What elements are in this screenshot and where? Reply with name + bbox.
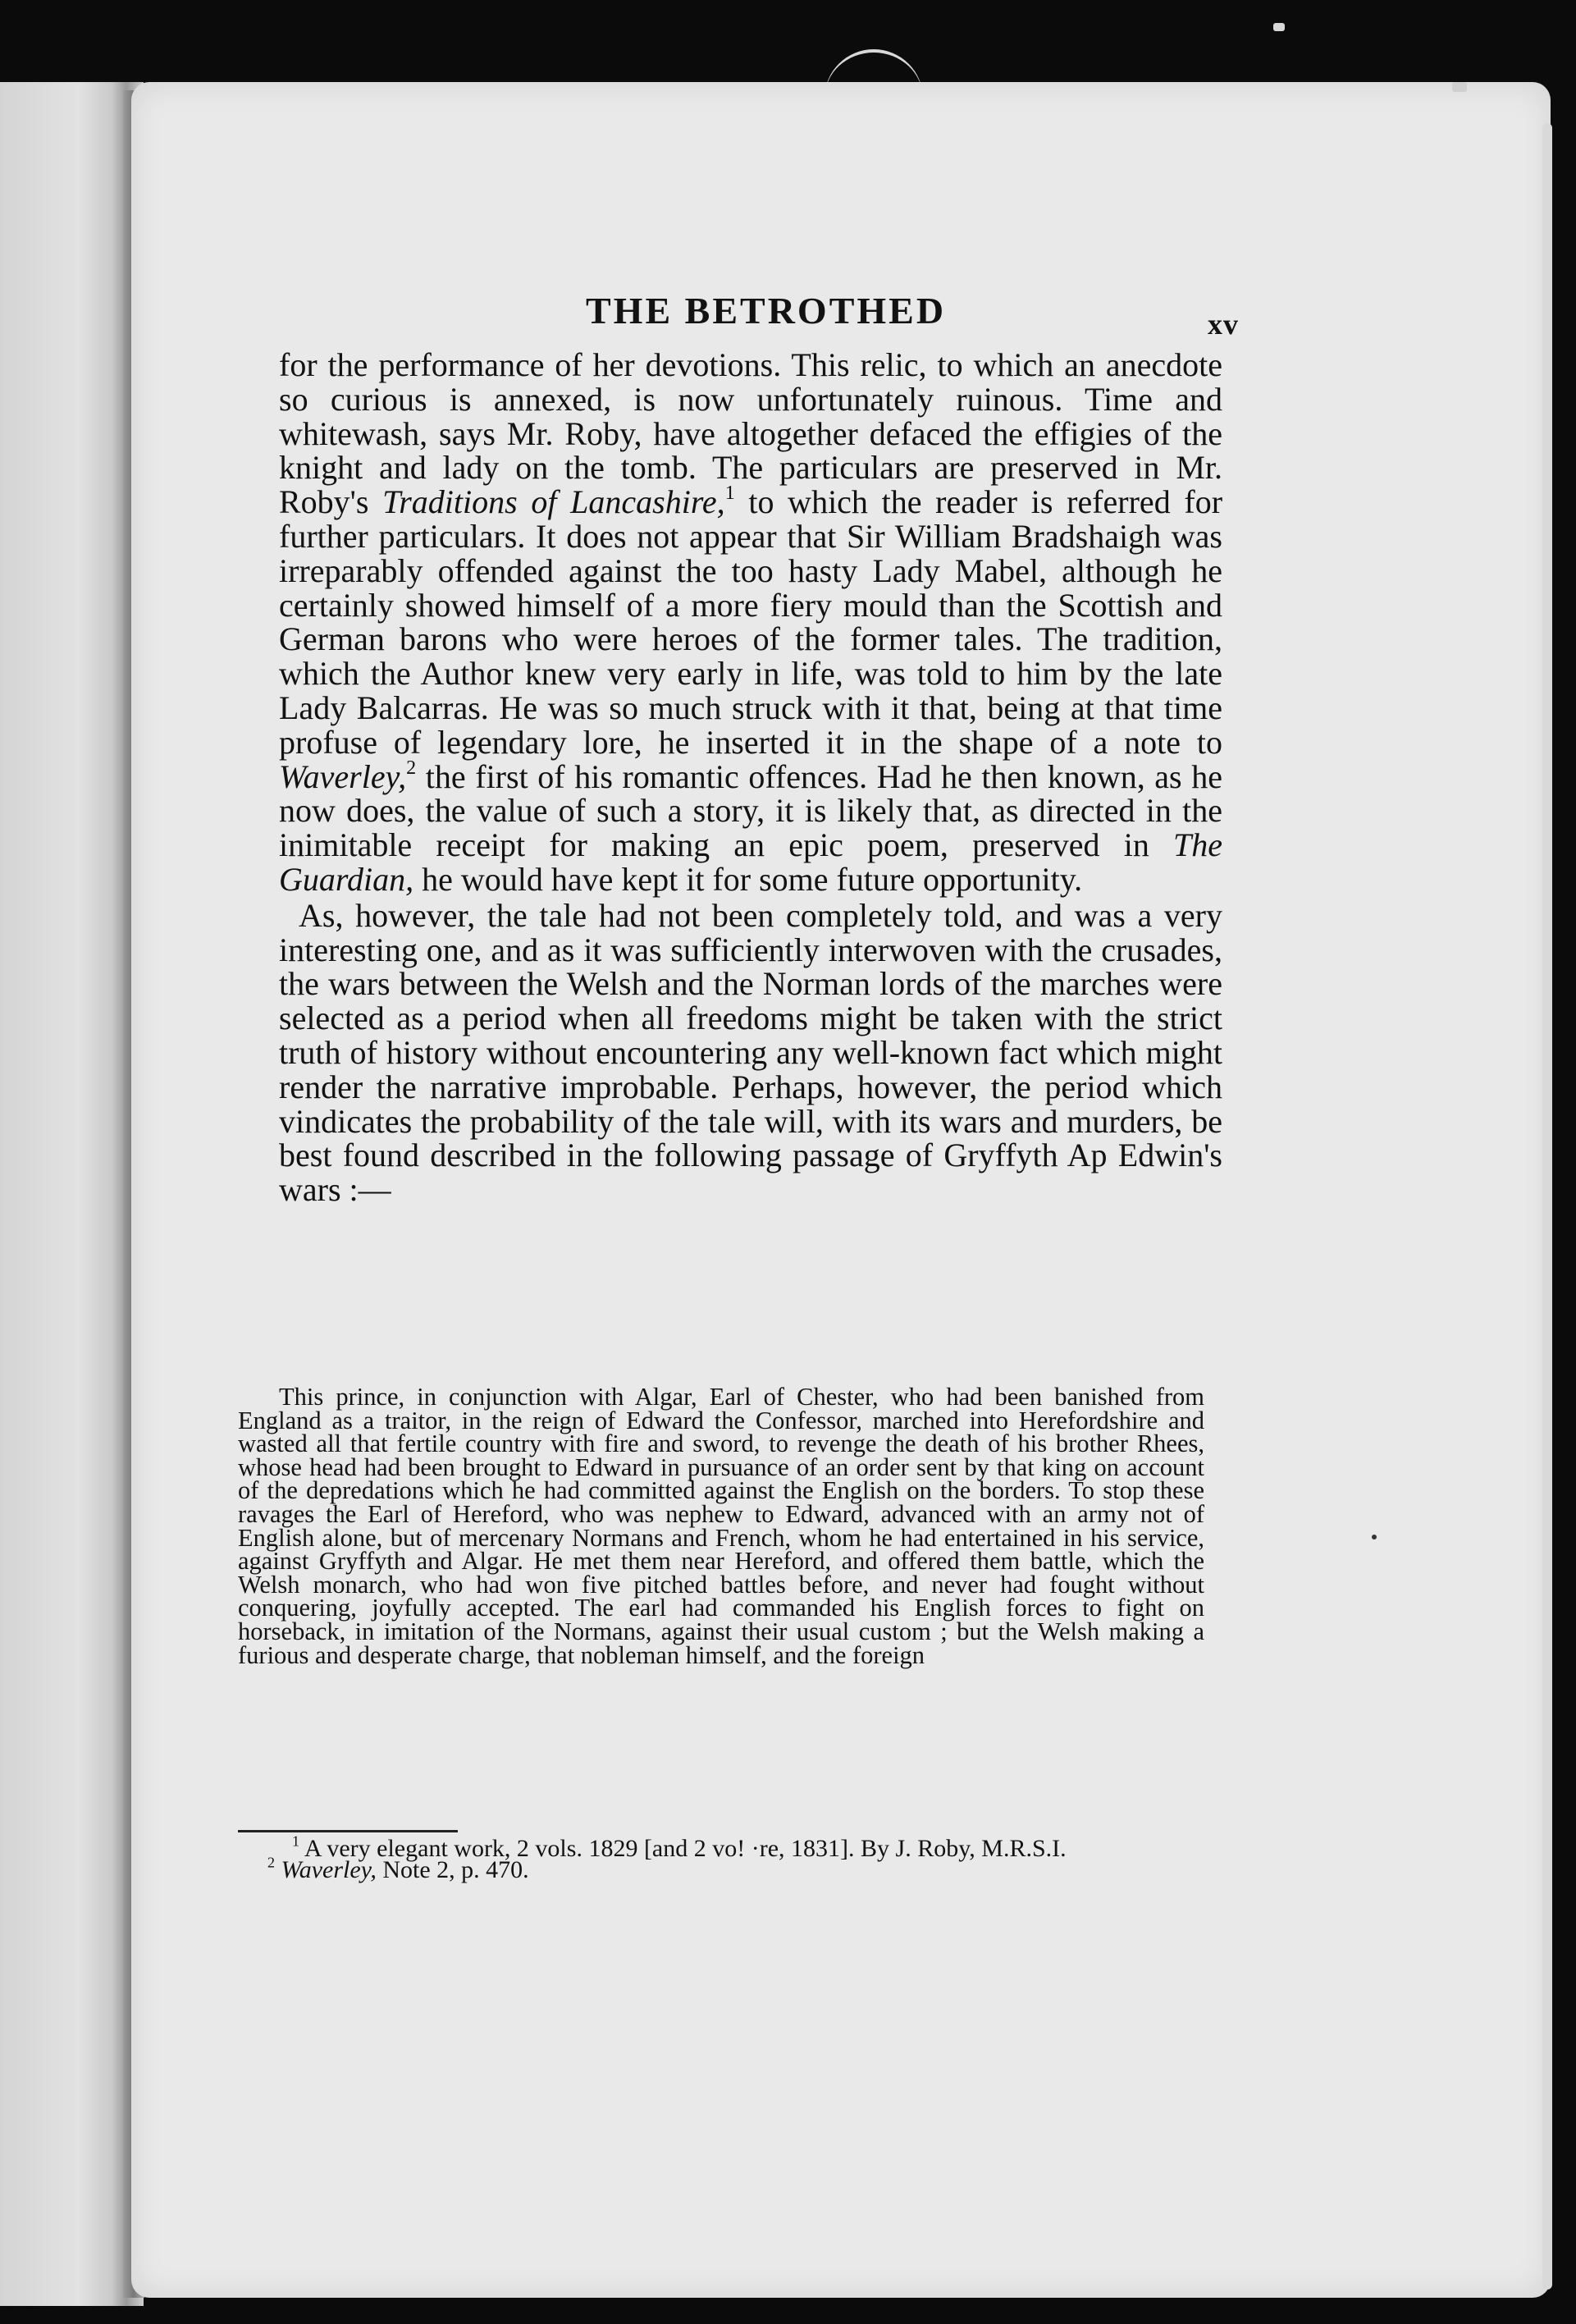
para1-text-4: he would have kept it for some future opportunity.	[413, 860, 1083, 898]
footnote-ref-2: 2	[406, 757, 417, 779]
para1-italic-guardian: The Guardian,	[279, 826, 1222, 898]
block-quotation: This prince, in conjunction with Algar, Earl of Chester, who had been banished from England as a traitor, in the reign of Edward the Confessor, marched into Herefordshire and wasted all that fertile country with fire and sword, to revenge the death of his brother Rhees, whose head had been brought to Edward in pursuance of an order sent by that king on account of the depredations which he had committed against the English on the borders. To stop these ravages the Earl of Hereford, who was nephew to Edward, advanced with an army not of English alone, but of mercenary Normans and French, whom he had entertained in his service, against Gryffyth and Algar. He met them near Hereford, and offered them battle, which the Welsh monarch, who had won five pitched battles before, and never had fought without conquering, joyfully accepted. The earl had commanded his English forces to fight on horseback, in imitation of the Normans, against their usual custom ; but the Welsh making a furious and desperate charge, that nobleman himself, and the foreign	[238, 1383, 1204, 1669]
footnote-ref-1: 1	[724, 483, 735, 505]
facing-page-edge	[0, 82, 144, 2306]
para1-text-1: for the performance of her devotions. This relic, to which an anecdote so curious is annexed, is now unfortunately ruinous. Time and whitewash, says Mr. Roby, have altogether defaced the effigies of the knight and lady on the tomb. The particulars are preserved in Mr. Roby's	[279, 346, 1222, 521]
scan-speck	[1273, 23, 1285, 31]
paragraph-1	[279, 348, 1222, 897]
para1-text-3: the first of his romantic offences. Had he then known, as he now does, the value of such a story, it is likely that, as directed in the inimitable receipt for making an epic poem, preserved in	[279, 757, 1222, 864]
body-text	[279, 348, 1222, 1207]
footnote-2	[236, 1854, 1204, 1883]
footnote-2-mark: 2	[267, 1854, 275, 1871]
running-title: THE BETROTHED	[586, 290, 947, 332]
footnote-1-text: A very elegant work, 2 vols. 1829 [and 2 vo! ·re, 1831]. By J. Roby, M.R.S.I.	[299, 1835, 1067, 1862]
page-right-edge	[1542, 123, 1552, 2290]
footnote-1-mark: 1	[292, 1832, 299, 1850]
para1-italic-traditions: Traditions of Lancashire,	[382, 483, 725, 521]
footnote-rule	[238, 1830, 458, 1832]
para1-text-2: to which the reader is referred for further particulars. It does not appear that Sir William Bradshaigh was irreparably offended against the too hasty Lady Mabel, although he certainly showed himself of a more fiery mould than the Scottish and German barons who were heroes of the former tales. The tradition, which the Author knew very early in life, was told to him by the late Lady Balcarras. He was so much struck with it that, being at that time profuse of legendary lore, he inserted it in the shape of a note to	[279, 483, 1223, 761]
scan-speck	[1452, 82, 1467, 92]
footnote-2-italic: Waverley,	[281, 1856, 377, 1883]
paragraph-2: As, however, the tale had not been completely told, and was a very interesting one, and as it was sufficiently interwoven with the crusades, the wars between the Welsh and the Norman lords of the marches were selected as a period when all freedoms might be taken with the strict truth of history without encountering any well-known fact which might render the narrative improbable. Perhaps, however, the period which vindicates the probability of the tale will, with its wars and murders, be best found described in the following passage of Gryffyth Ap Edwin's wars :—	[279, 896, 1222, 1209]
para1-italic-waverley: Waverley,	[279, 757, 407, 795]
page-number: xv	[1208, 308, 1239, 341]
footnotes	[236, 1832, 1204, 1883]
scan-speck	[1372, 1535, 1377, 1539]
footnote-2-text: Note 2, p. 470.	[376, 1856, 529, 1883]
